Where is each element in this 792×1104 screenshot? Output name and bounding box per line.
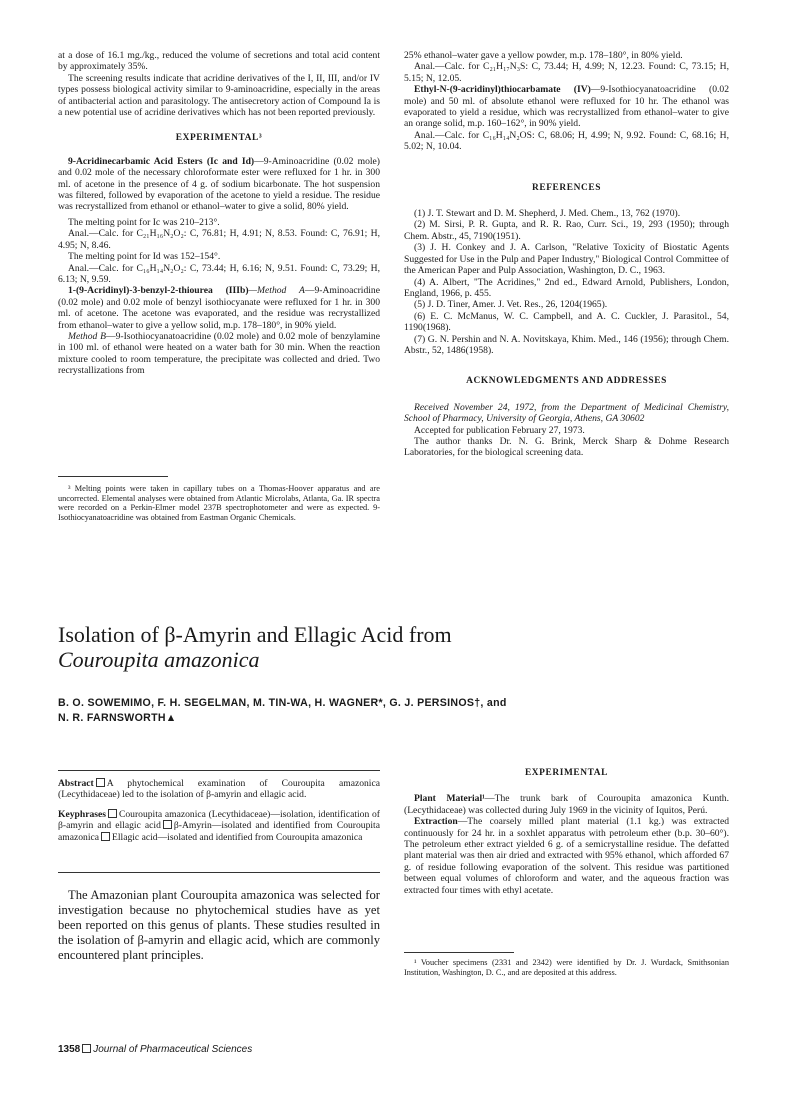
article-intro: The Amazonian plant Couroupita amazonica was selected for investigation because no phytochemical studies have as yet been reported on this genus of plants. These studies resulted in the isolation of β-amyrin and ellagic acid, which are commonly encountered plant principles. — [58, 888, 380, 962]
box-icon — [101, 832, 110, 841]
reference-item: (2) M. Sirsi, P. R. Gupta, and R. R. Rao, Curr. Sci., 19, 293 (1950); through Chem. Abstr., 45, 7190(1951). — [404, 219, 729, 242]
paragraph: Method B—9-Isothiocyanatoacridine (0.02 mole) and 0.02 mole of benzylamine in 100 ml. of ethanol were heated on a water bath for 30 min. When the reaction mixture cooled to room temperature, the precipitate was collected and dried. Two recrystallizations from — [58, 330, 380, 377]
footnote-rule — [58, 476, 168, 477]
page-number: 1358 — [58, 1044, 81, 1055]
paragraph: The melting point for Ic was 210–213°. — [68, 216, 220, 228]
journal-name: Journal of Pharmaceutical Sciences — [93, 1044, 253, 1055]
abstract-block — [58, 778, 380, 843]
subsection-title: Ethyl-N-(9-acridinyl)thiocarbamate (IV) — [414, 84, 591, 96]
subsection-title: Plant Material¹ — [414, 793, 486, 805]
paragraph: Extraction—The coarsely milled plant material (1.1 kg.) was extracted continuously for 24 hr. in a soxhlet apparatus with petroleum ether (b.p. 30–60°). The petroleum ether extract yielded 6 g. of a semicrystalline residue. The defatted plant material was then air dried and extracted with 95% ethanol, which afforded 67 g. of residue following evaporation of the solvent. This residue was partitioned between equal volumes of chloroform and water, and the aqueous fraction was extracted four times with ethyl acetate. — [404, 816, 729, 896]
paragraph: Anal.—Calc. for C₂₁H₁₇N₃S: C, 73.44; H, 4.99; N, 12.23. Found: C, 73.15; H, 5.15; N, 12.05. — [404, 61, 729, 84]
box-icon — [96, 778, 105, 787]
paragraph: Anal.—Calc. for C₁₆H₁₄N₂O₂: C, 73.44; H, 6.16; N, 9.51. Found: C, 73.29; H, 6.13; N, 9.59. — [58, 262, 380, 285]
reference-item: (5) J. D. Tiner, Amer. J. Vet. Res., 26, 1204(1965). — [414, 299, 608, 311]
article-right-column — [404, 768, 729, 896]
paragraph: at a dose of 16.1 mg./kg., reduced the volume of secretions and total acid content by approximately 35%. — [58, 50, 380, 73]
paragraph: Plant Material¹—The trunk bark of Couroupita amazonica Kunth. (Lecythidaceae) was collected during July 1969 in the vicinity of Iquitos, Perú. — [404, 793, 729, 816]
paragraph: The author thanks Dr. N. G. Brink, Merck Sharp & Dohme Research Laboratories, for the biological screening data. — [404, 435, 729, 459]
paragraph: Anal.—Calc. for C₁₆H₁₄N₂OS: C, 68.06; H, 4.99; N, 9.92. Found: C, 68.16; H, 5.02; N, 10.04. — [404, 129, 729, 153]
paragraph: The melting point for Id was 152–154°. — [68, 251, 221, 263]
box-icon — [82, 1044, 91, 1053]
reference-list — [404, 208, 729, 356]
section-heading-references: REFERENCES — [531, 182, 602, 193]
footnote-rule — [404, 952, 514, 953]
paragraph: 9-Acridinecarbamic Acid Esters (Ic and Id)—9-Aminoacridine (0.02 mole) and 0.02 mole of the necessary chloroformate ester were refluxed for 1 hr. in 300 ml. of acetone in the presence of 4 g. of sodium bicarbonate. The hot suspension was filtered, followed by evaporation of the acetone to yield a residue. The residue was recrystallized from ethanol or ethanol–water to give a solid, 80% yield. — [58, 155, 380, 213]
reference-item: (7) G. N. Pershin and N. A. Novitskaya, Khim. Med., 146 (1956); through Chem. Abstr., 52, 1486(1958). — [404, 333, 729, 356]
top-right-column — [404, 50, 729, 459]
keyphrases: Keyphrases Couroupita amazonica (Lecythidaceae)—isolation, identification of β-amyrin and ellagic acid β-Amyrin—isolated and identified from Couroupita amazonica Ellagic acid—isolated and identified from Couroupita amazonica — [58, 808, 380, 843]
paragraph: Ethyl-N-(9-acridinyl)thiocarbamate (IV)—9-Isothiocyanatoacridine (0.02 mole) and 50 ml. of absolute ethanol were refluxed for 10 hr. The ethanol was evaporated to yield a residue, which was recrystallized from ethanol–water to give an orange solid, m.p. 160–162°, in 90% yield. — [404, 84, 729, 130]
box-icon — [163, 820, 172, 829]
abstract-rule-top — [58, 770, 380, 771]
footnote: ¹ Voucher specimens (2331 and 2342) were identified by Dr. J. Wurdack, Smithsonian Institution, Washington, D. C., and are deposited at this address. — [404, 958, 729, 977]
top-left-column — [58, 50, 380, 377]
subsection-title: Extraction — [414, 816, 458, 828]
paragraph: 1-(9-Acridinyl)-3-benzyl-2-thiourea (IIIb)—Method A—9-Aminoacridine (0.02 mole) and 0.02 mole of benzyl isothiocyanate were refluxed for 1 hr. in 300 ml. of acetone. The acetone was evaporated, and the residue was recrystallized from ethanol–water to give a yellow solid, m.p. 178–180°, in 90% yield. — [58, 285, 380, 331]
paragraph: Received November 24, 1972, from the Department of Medicinal Chemistry, School of Pharmacy, University of Georgia, Athens, GA 30602 — [404, 401, 729, 425]
abstract: Abstract A phytochemical examination of Couroupita amazonica (Lecythidaceae) led to the isolation of β-amyrin and ellagic acid. — [58, 778, 380, 801]
section-heading-experimental: EXPERIMENTAL³ — [175, 133, 263, 144]
paragraph: Accepted for publication February 27, 1973. — [414, 424, 585, 436]
paragraph: The screening results indicate that acridine derivatives of the I, II, III, and/or IV types possess biological activity similar to 9-aminoacridine, especially in the areas of antibacterial action and parasitology. The antisecretory action of Compound Ia is a new potential use of acridine derivatives which has not been reported previously. — [58, 72, 380, 119]
page-footer — [58, 1044, 252, 1055]
article-title: Isolation of β-Amyrin and Ellagic Acid from Couroupita amazonica — [58, 622, 452, 672]
box-icon — [108, 809, 117, 818]
paragraph: Anal.—Calc. for C₂₁H₁₆N₂O₂: C, 76.81; H, 4.91; N, 8.53. Found: C, 76.91; H, 4.95; N, 8.46. — [58, 228, 380, 251]
reference-item: (3) J. H. Conkey and J. A. Carlson, "Relative Toxicity of Biostatic Agents Suggested for Use in the Pulp and Paper Industry," Biological Control Committee of the American Paper and Pulp Association, Washington, D. C., 1963. — [404, 242, 729, 277]
reference-item: (1) J. T. Stewart and D. M. Shepherd, J. Med. Chem., 13, 762 (1970). — [414, 208, 681, 220]
reference-item: (6) E. C. McManus, W. C. Campbell, and A. C. Cuckler, J. Parasitol., 54, 1190(1968). — [404, 310, 729, 334]
reference-item: (4) A. Albert, "The Acridines," 2nd ed., Edward Arnold, Publishers, London, England, 1966, p. 455. — [404, 276, 729, 299]
subsection-title: 9-Acridinecarbamic Acid Esters (Ic and Id) — [68, 155, 255, 167]
abstract-rule-bottom — [58, 872, 380, 873]
article-authors: B. O. SOWEMIMO, F. H. SEGELMAN, M. TIN-WA, H. WAGNER*, G. J. PERSINOS†, and N. R. FARNSWORTH▲ — [58, 697, 507, 724]
paragraph: 25% ethanol–water gave a yellow powder, m.p. 178–180°, in 80% yield. — [404, 50, 683, 61]
footnote: ³ Melting points were taken in capillary tubes on a Thomas-Hoover apparatus and are uncorrected. Elemental analyses were obtained from Atlantic Microlabs, Atlanta, Ga. IR spectra were recorded on a Perkin-Elmer model 237B spectrophotometer and were as expected. 9-Isothiocyanatoacridine was obtained from Eastman Organic Chemicals. — [58, 484, 380, 522]
subsection-title: 1-(9-Acridinyl)-3-benzyl-2-thiourea (IIIb) — [68, 285, 249, 297]
section-heading-acknowledgments: ACKNOWLEDGMENTS AND ADDRESSES — [466, 376, 667, 387]
section-heading-experimental: EXPERIMENTAL — [524, 768, 609, 778]
